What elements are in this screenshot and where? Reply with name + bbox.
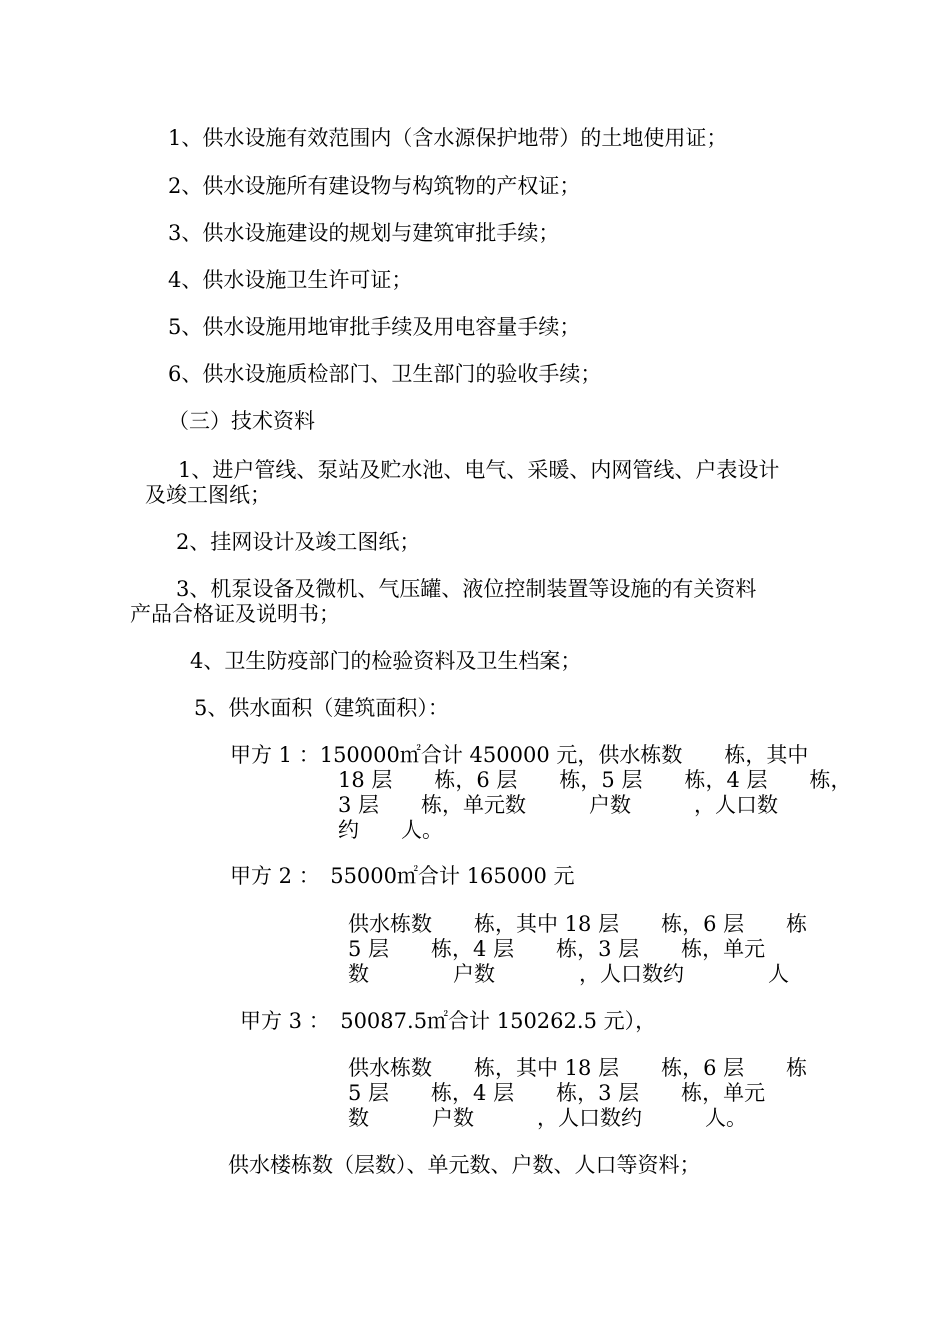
- party-3-line-3: 5 层 栋，4 层 栋，3 层 栋，单元: [348, 1081, 766, 1105]
- tech-item-3-line-2: 产品合格证及说明书；: [130, 602, 340, 626]
- closing-line: 供水楼栋数（层数）、单元数、户数、人口等资料；: [228, 1153, 701, 1177]
- facility-doc-5: 5、供水设施用地审批手续及用电容量手续；: [168, 315, 581, 339]
- party-2-line-1: 甲方 2 ： 55000㎡合计 165000 元: [230, 864, 575, 888]
- party-1-line-3: 3 层 栋，单元数 户数 ，人口数: [338, 793, 779, 817]
- tech-item-1-line-1: 1、进户管线、泵站及贮水池、电气、采暖、内网管线、户表设计: [178, 458, 780, 482]
- tech-item-4: 4、卫生防疫部门的检验资料及卫生档案；: [190, 649, 582, 673]
- facility-doc-1: 1、供水设施有效范围内（含水源保护地带）的土地使用证；: [168, 126, 728, 150]
- facility-doc-3: 3、供水设施建设的规划与建筑审批手续；: [168, 221, 560, 245]
- party-1-line-4: 约 人。: [338, 818, 443, 842]
- tech-item-1-line-2: 及竣工图纸；: [145, 483, 271, 507]
- party-1-line-1: 甲方 1 ：150000㎡合计 450000 元，供水栋数 栋，其中: [230, 743, 809, 767]
- party-2-line-3: 5 层 栋，4 层 栋，3 层 栋，单元: [348, 937, 766, 961]
- party-3-line-4: 数 户数 ，人口数约 人。: [348, 1106, 747, 1130]
- tech-item-3-line-1: 3、机泵设备及微机、气压罐、液位控制装置等设施的有关资料: [176, 577, 757, 601]
- party-3-line-1: 甲方 3 ： 50087.5㎡合计 150262.5 元），: [240, 1009, 657, 1033]
- tech-item-2: 2、挂网设计及竣工图纸；: [176, 530, 421, 554]
- facility-doc-6: 6、供水设施质检部门、卫生部门的验收手续；: [168, 362, 602, 386]
- facility-doc-4: 4、供水设施卫生许可证；: [168, 268, 413, 292]
- section-title: （三）技术资料: [168, 409, 315, 433]
- facility-doc-2: 2、供水设施所有建设物与构筑物的产权证；: [168, 174, 581, 198]
- party-2-line-2: 供水栋数 栋，其中 18 层 栋，6 层 栋: [348, 912, 808, 936]
- tech-item-5: 5、供水面积（建筑面积）：: [194, 696, 449, 720]
- party-3-line-2: 供水栋数 栋，其中 18 层 栋，6 层 栋: [348, 1056, 808, 1080]
- party-2-line-4: 数 户数 ，人口数约 人: [348, 962, 789, 986]
- party-1-line-2: 18 层 栋，6 层 栋，5 层 栋，4 层 栋，: [338, 768, 852, 792]
